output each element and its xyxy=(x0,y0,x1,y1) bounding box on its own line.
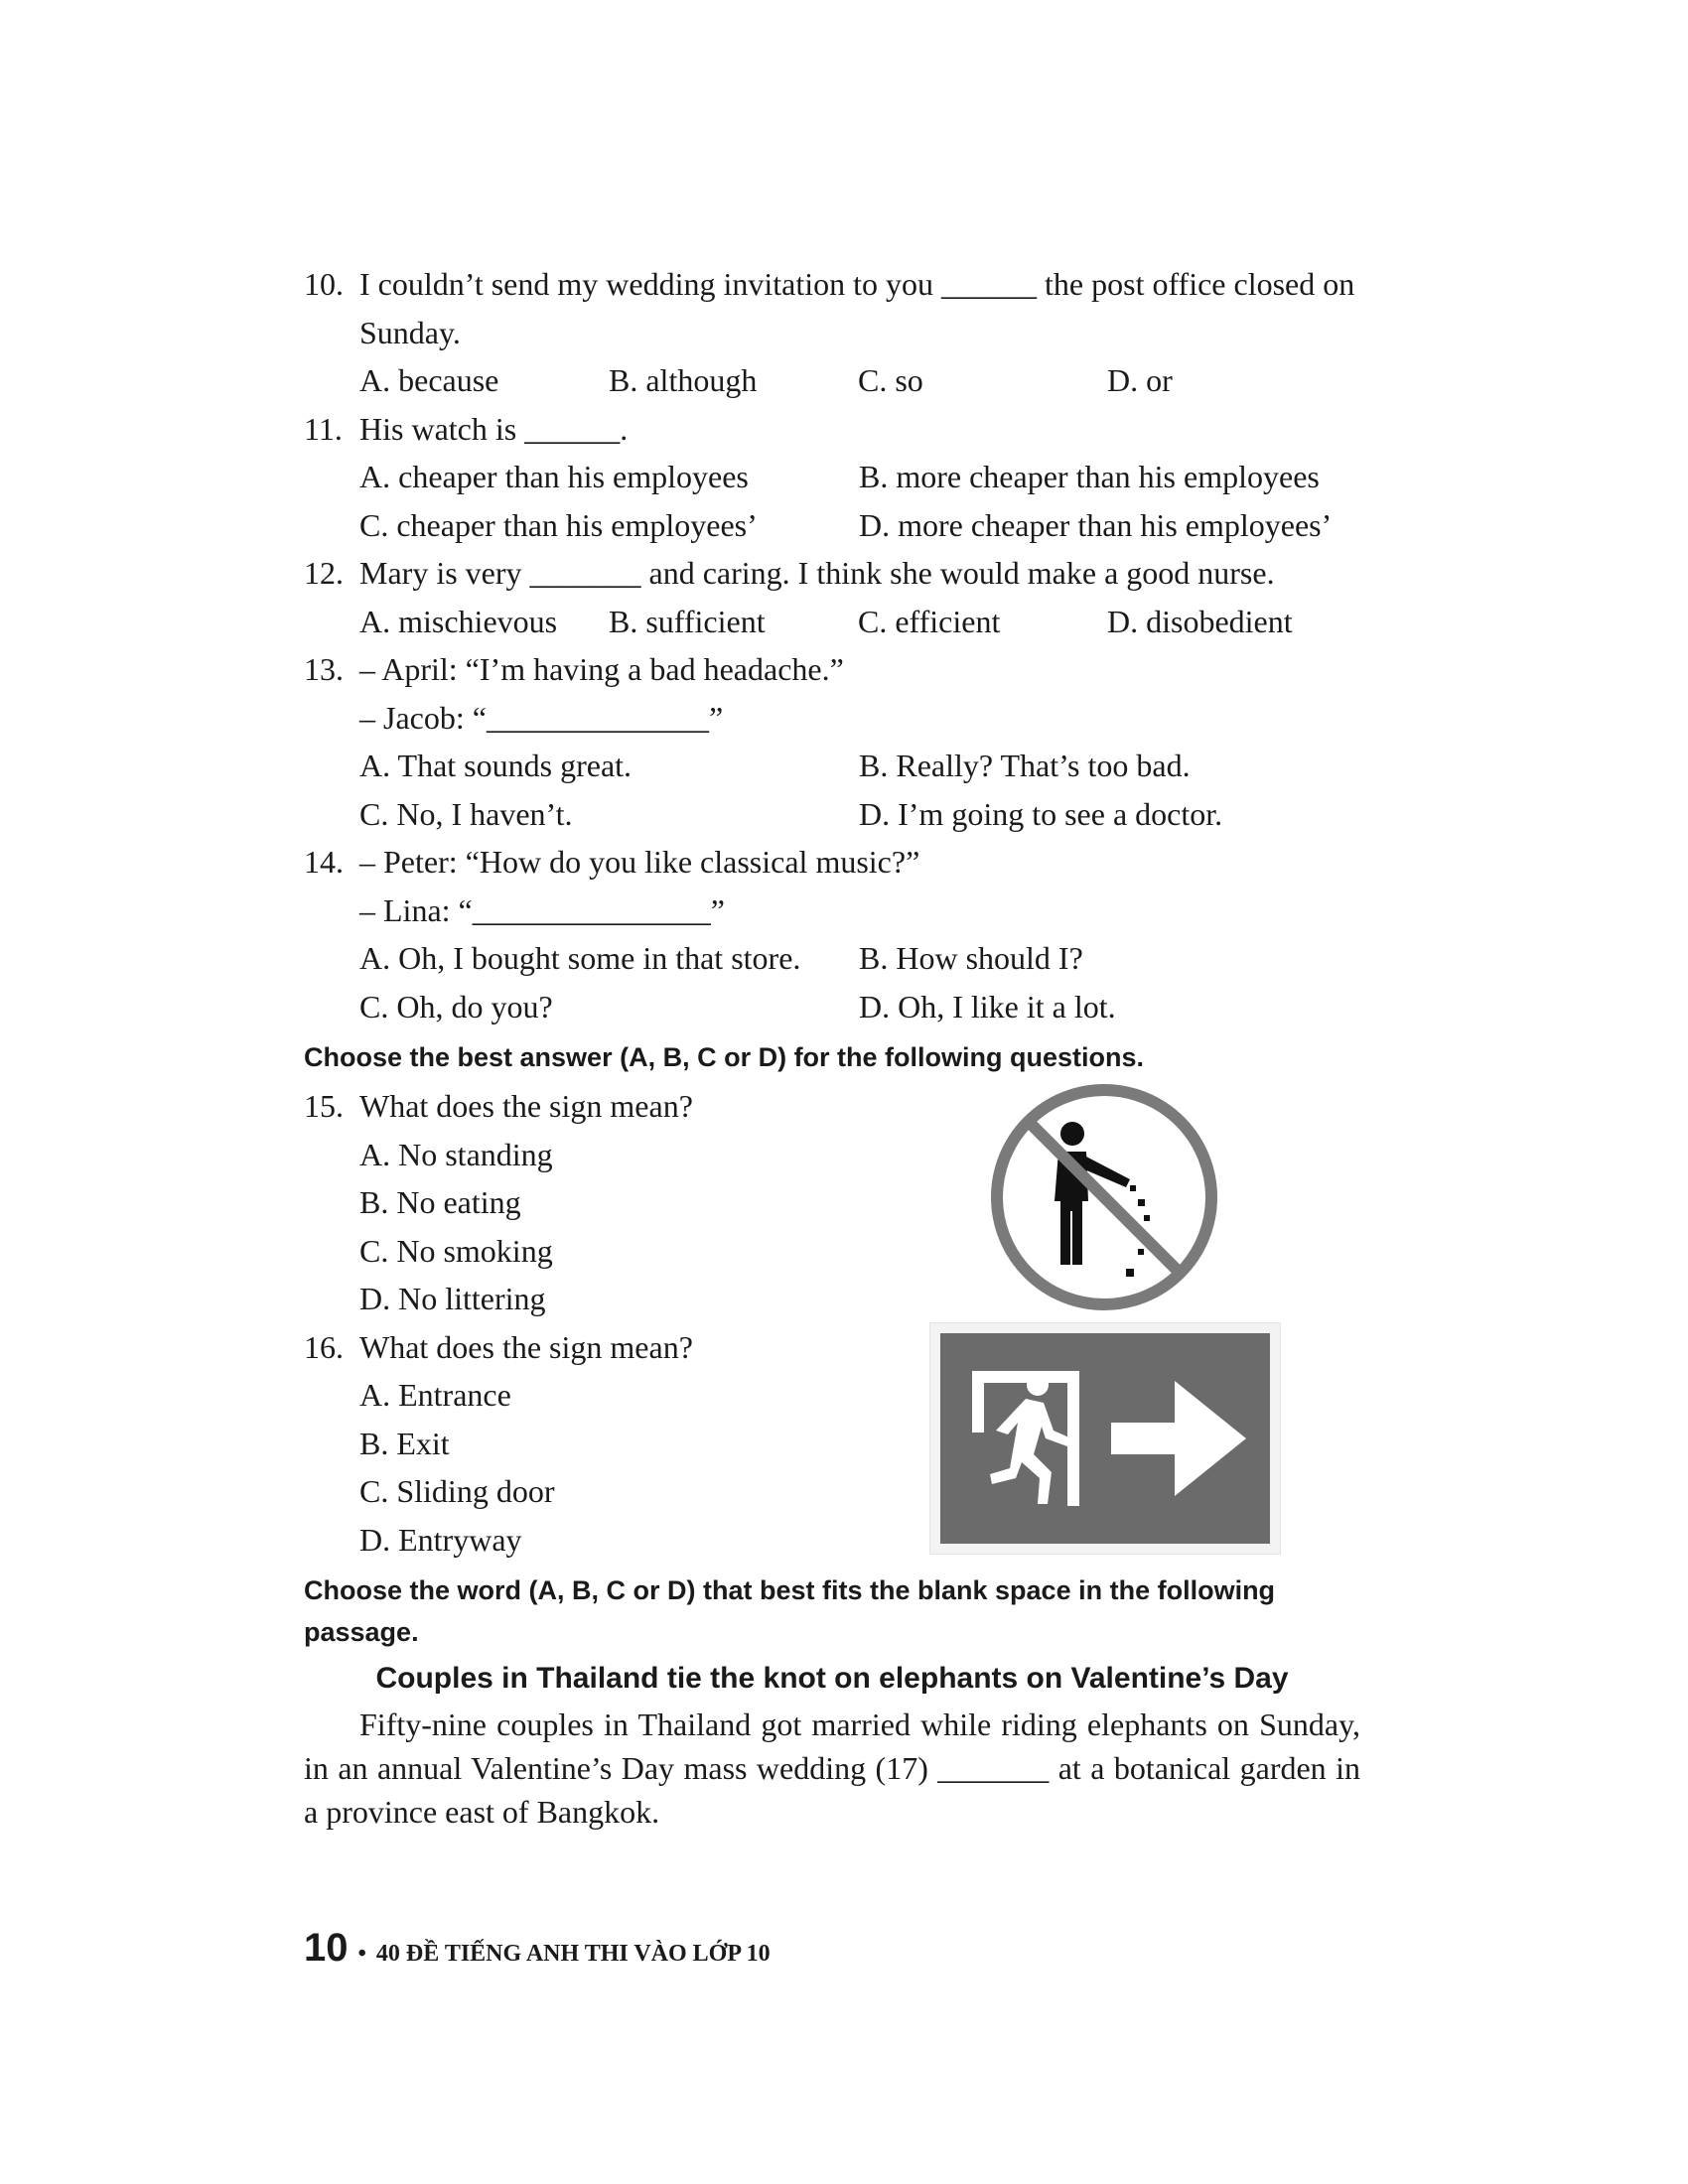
passage-text: Fifty-nine couples in Thailand got married while riding elephants on Sunday, in an annual Valentine’s Day mass wedding (17) _______ at a botanical garden in a province east of Bangkok. xyxy=(304,1706,1360,1830)
option-b[interactable]: B. more cheaper than his employees xyxy=(859,459,1320,494)
section-instruction: Choose the word (A, B, C or D) that best fits the blank space in the following passage. xyxy=(304,1575,1276,1647)
dialogue-line-1: – April: “I’m having a bad headache.” xyxy=(359,651,844,687)
options-13-row-1 xyxy=(304,742,1360,790)
option-d[interactable]: D. Oh, I like it a lot. xyxy=(859,988,1116,1024)
option-c[interactable]: C. Sliding door xyxy=(359,1473,555,1509)
option-d[interactable]: D. I’m going to see a doctor. xyxy=(859,795,1223,832)
option-a[interactable]: A. because xyxy=(359,362,499,398)
dialogue-line-1: – Peter: “How do you like classical music?” xyxy=(359,844,920,880)
option-c[interactable]: C. No smoking xyxy=(359,1232,553,1269)
option-a[interactable]: A. mischievous xyxy=(359,603,558,639)
page-footer xyxy=(304,1926,771,1971)
dialogue-line-2: – Lina: “_______________” xyxy=(359,891,725,928)
question-number: 15. xyxy=(304,1088,344,1124)
options-13-row-2 xyxy=(304,790,1360,839)
option-a[interactable]: A. Entrance xyxy=(359,1377,511,1413)
option-d[interactable]: D. more cheaper than his employees’ xyxy=(859,506,1333,543)
question-number: 11. xyxy=(304,410,343,447)
option-d[interactable]: D. or xyxy=(1107,362,1173,398)
option-c[interactable]: C. efficient xyxy=(858,603,1001,639)
question-number: 12. xyxy=(304,555,344,591)
question-13 xyxy=(304,645,1360,694)
option-b[interactable]: B. No eating xyxy=(359,1184,521,1220)
option-a[interactable]: A. That sounds great. xyxy=(359,748,633,783)
option-b[interactable]: B. although xyxy=(609,362,758,398)
option-a[interactable]: A. No standing xyxy=(359,1136,553,1172)
options-12 xyxy=(304,598,1360,646)
option-b[interactable]: B. Exit xyxy=(359,1425,450,1461)
option-d[interactable]: D. Entryway xyxy=(359,1521,522,1558)
question-11 xyxy=(304,405,1360,454)
option-b[interactable]: B. sufficient xyxy=(609,603,766,639)
option-b[interactable]: B. Really? That’s too bad. xyxy=(859,748,1191,783)
question-14 xyxy=(304,838,1360,887)
option-c[interactable]: C. Oh, do you? xyxy=(359,988,553,1024)
no-littering-sign-icon xyxy=(989,1082,1219,1312)
exit-sign-icon xyxy=(929,1322,1281,1555)
question-text: His watch is ______. xyxy=(359,410,629,447)
worksheet-content xyxy=(304,260,1360,1834)
page-number: 10 xyxy=(304,1926,349,1970)
dialogue-line-2: – Jacob: “______________” xyxy=(359,699,724,736)
question-text: I couldn’t send my wedding invitation to you ______ the post office closed on Sunday. xyxy=(359,266,1355,350)
question-12 xyxy=(304,549,1360,598)
question-number: 10. xyxy=(304,266,344,302)
book-title: 40 ĐỀ TIẾNG ANH THI VÀO LỚP 10 xyxy=(375,1941,771,1967)
option-a[interactable]: A. Oh, I bought some in that store. xyxy=(359,940,801,976)
section-instruction: Choose the best answer (A, B, C or D) for the following questions. xyxy=(304,1042,1145,1072)
options-14-row-1 xyxy=(304,934,1360,983)
question-text: What does the sign mean? xyxy=(359,1088,693,1124)
option-b[interactable]: B. How should I? xyxy=(859,940,1083,976)
options-11-row-2 xyxy=(304,501,1360,550)
option-d[interactable]: D. No littering xyxy=(359,1281,546,1316)
footer-separator: • xyxy=(357,1941,366,1967)
passage-title: Couples in Thailand tie the knot on elephants on Valentine’s Day xyxy=(375,1662,1289,1695)
options-14-row-2 xyxy=(304,983,1360,1031)
option-c[interactable]: C. No, I haven’t. xyxy=(359,795,573,832)
option-d[interactable]: D. disobedient xyxy=(1107,603,1293,639)
options-10 xyxy=(304,356,1360,405)
question-number: 13. xyxy=(304,651,344,687)
option-c[interactable]: C. so xyxy=(858,362,923,398)
question-number: 16. xyxy=(304,1328,344,1365)
options-11-row-1 xyxy=(304,453,1360,501)
option-c[interactable]: C. cheaper than his employees’ xyxy=(359,506,758,543)
option-a[interactable]: A. cheaper than his employees xyxy=(359,459,749,494)
question-number: 14. xyxy=(304,844,344,880)
question-text: Mary is very _______ and caring. I think she would make a good nurse. xyxy=(359,555,1275,591)
question-text: What does the sign mean? xyxy=(359,1328,693,1365)
question-10 xyxy=(304,260,1360,356)
